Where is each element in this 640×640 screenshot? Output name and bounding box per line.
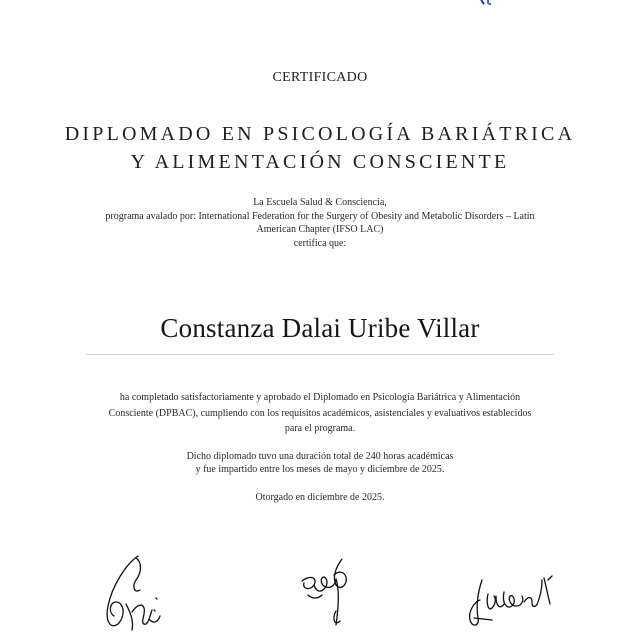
logo-mark-icon xyxy=(478,0,498,6)
issuer-line-3: American Chapter (IFSO LAC) xyxy=(256,224,384,235)
completion-line-1: ha completado satisfactoriamente y aprobado el Diplomado en Psicología Bariátrica y Alimentación xyxy=(119,392,521,403)
issuer-line-2: programa avalado por: International Federation for the Surgery of Obesity and Metabolic Disorders – Latin xyxy=(105,210,535,222)
issuer-statement xyxy=(60,196,580,250)
organization-logo xyxy=(478,0,578,8)
diploma-title xyxy=(0,120,640,176)
recipient-underline xyxy=(86,354,554,355)
diploma-title-line-2: Y ALIMENTACIÓN CONSCIENTE xyxy=(130,151,510,173)
diploma-title-line-1: DIPLOMADO EN PSICOLOGÍA BARIÁTRICA xyxy=(64,123,576,145)
completion-line-3: para el programa. xyxy=(284,423,356,434)
duration-statement xyxy=(80,450,560,476)
logo-caption xyxy=(500,0,557,1)
issuer-line-4: certifica que: xyxy=(293,237,347,249)
signature-left xyxy=(96,550,176,640)
signature-center xyxy=(292,555,362,635)
duration-line-1: Dicho diplomado tuvo una duración total de 240 horas académicas xyxy=(186,451,454,462)
duration-line-2: y fue impartido entre los meses de mayo y diciembre de 2025. xyxy=(195,464,445,475)
recipient-name: Constanza Dalai Uribe Villar xyxy=(160,313,480,343)
granted-date: Otorgado en diciembre de 2025. xyxy=(255,492,385,503)
completion-statement xyxy=(80,390,560,437)
signature-right xyxy=(462,572,558,632)
issuer-line-1: La Escuela Salud & Consciencia, xyxy=(253,197,387,208)
completion-line-2: Consciente (DPBAC), cumpliendo con los requisitos académicos, asistenciales y evaluativos establecidos xyxy=(108,407,532,419)
certificate-eyebrow: CERTIFICADO xyxy=(272,70,368,85)
